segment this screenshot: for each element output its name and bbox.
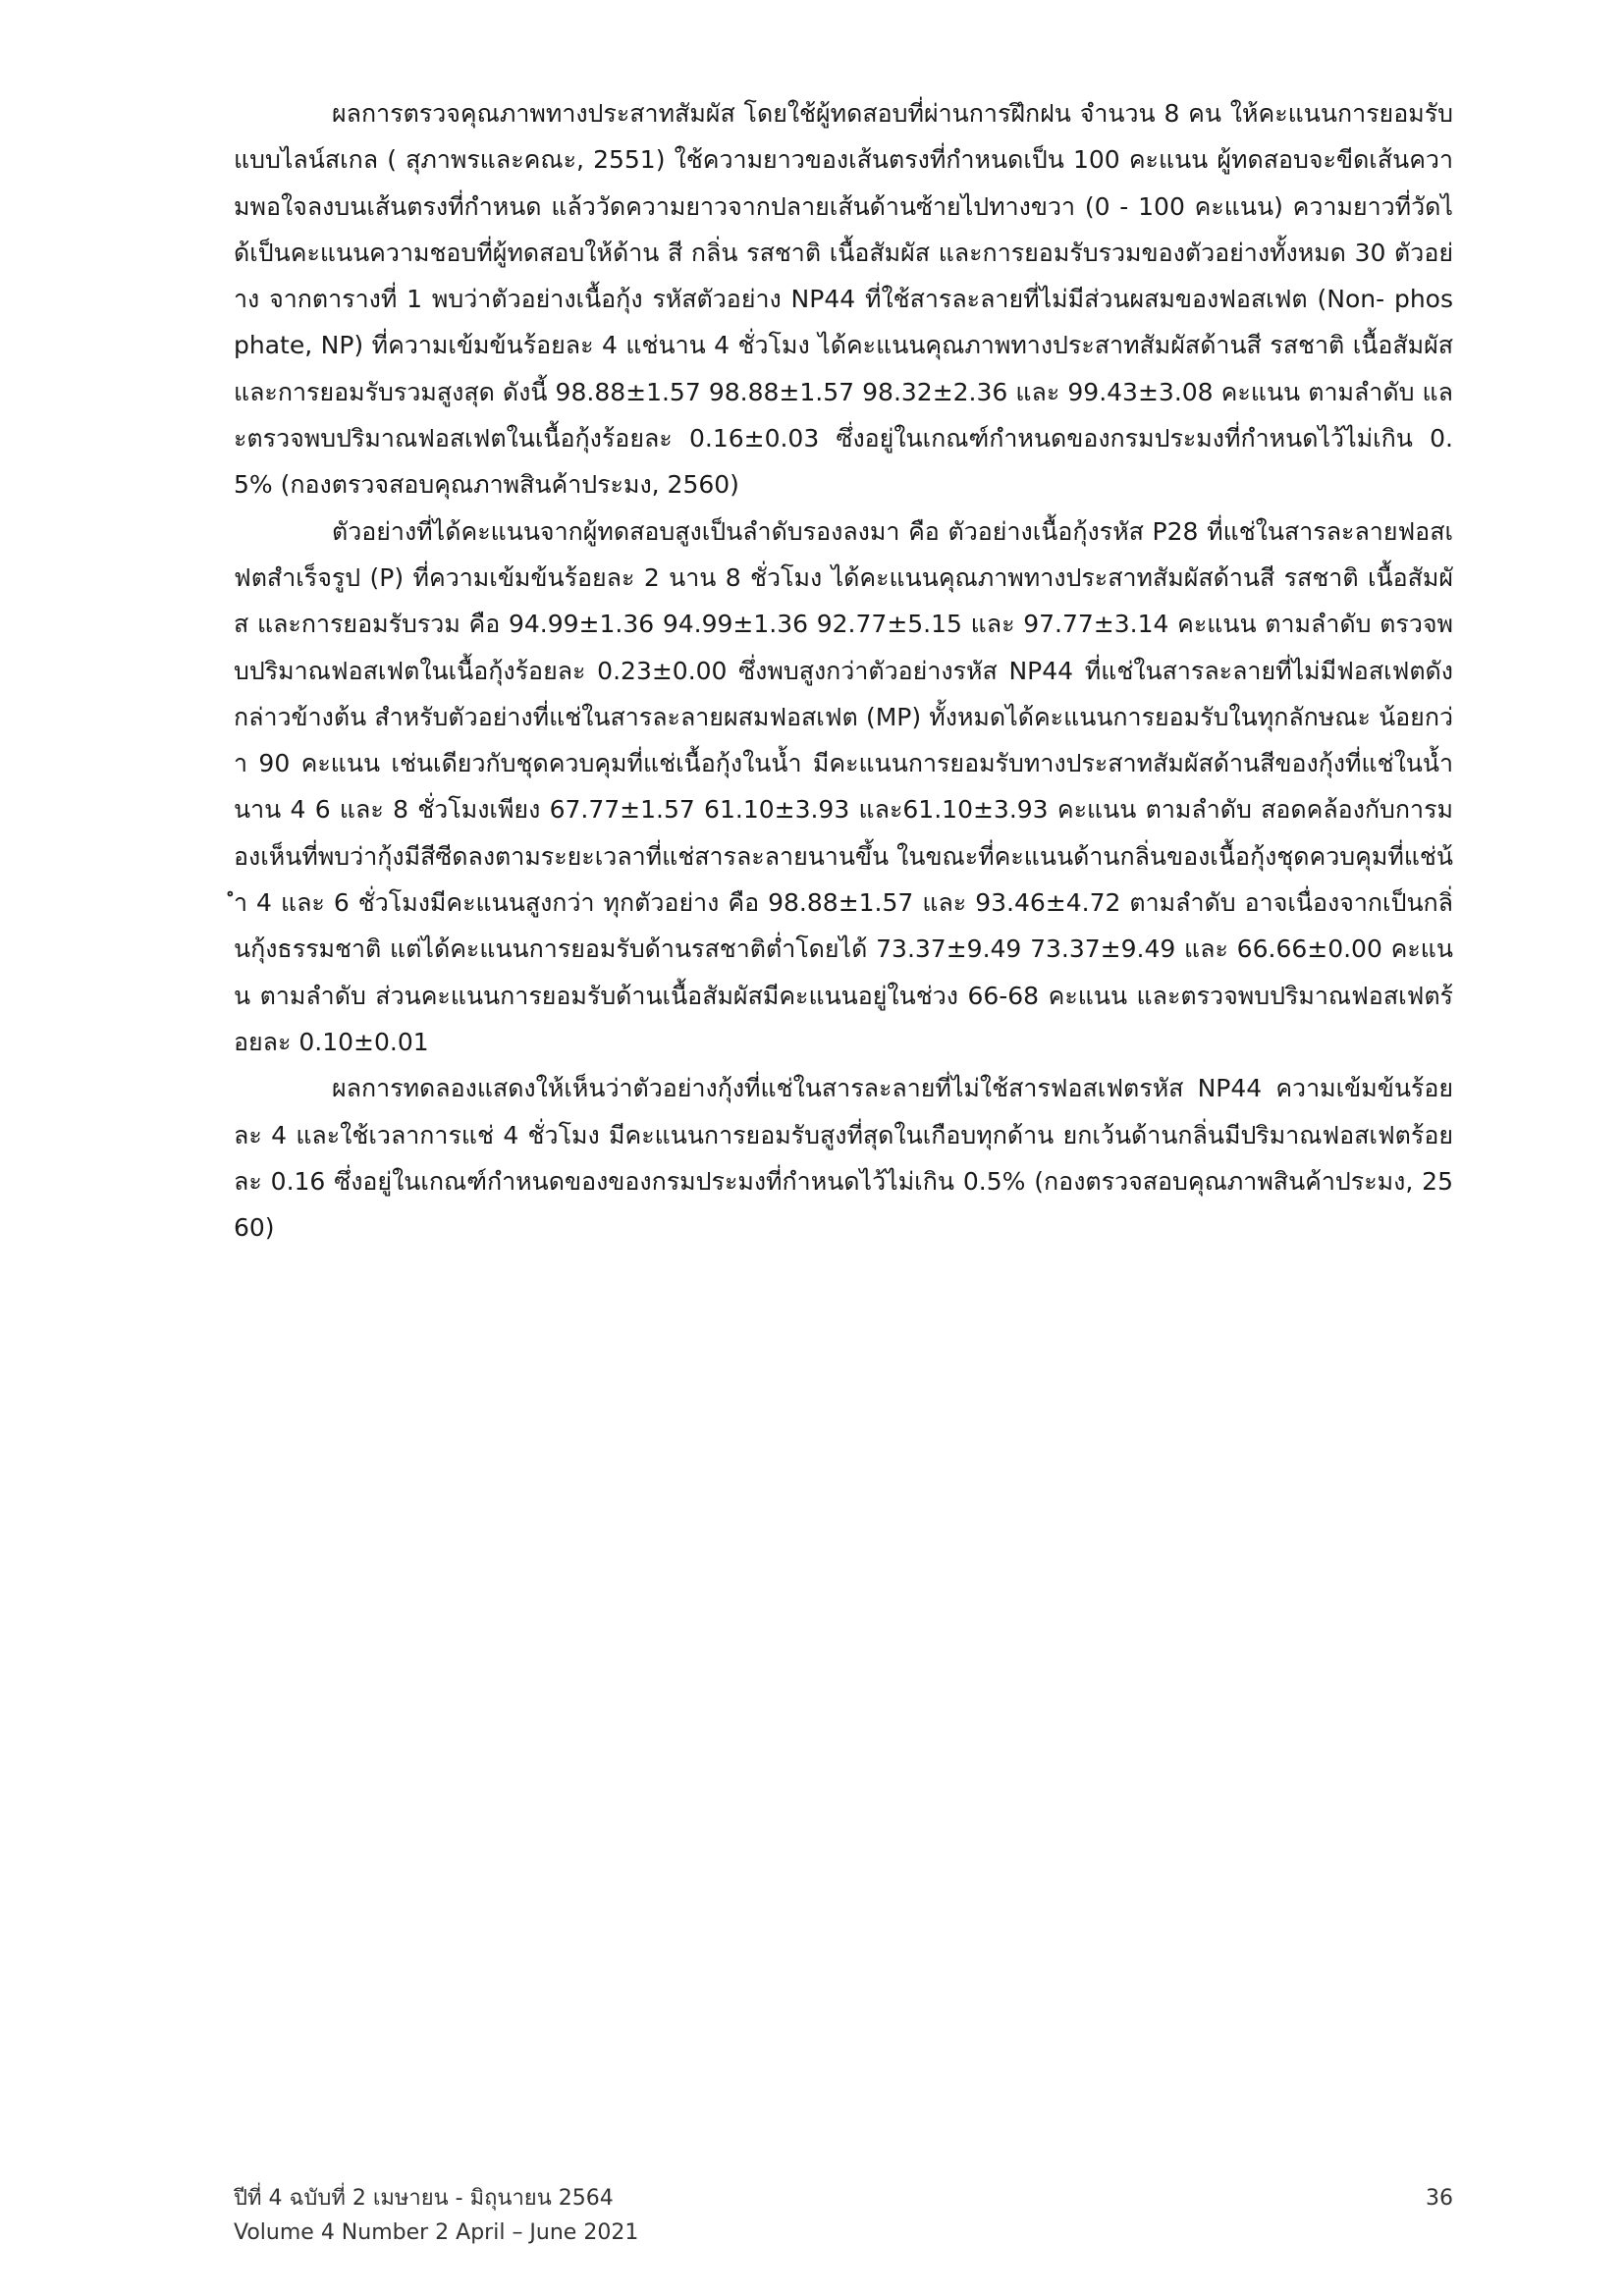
- document-body: [234, 90, 1453, 1251]
- journal-issue-footer: [234, 2181, 638, 2250]
- issue-thai-line: ปีที่ 4 ฉบับที่ 2 เมษายน - มิถุนายน 2564: [234, 2186, 614, 2211]
- paragraph-second-ranked-sample: ตัวอย่างที่ได้คะแนนจากผู้ทดสอบสูงเป็นลำดับรองลงมา คือ ตัวอย่างเนื้อกุ้งรหัส P28 ที่แช่ในสารละลายฟอสเฟตสำเร็จรูป (P) ที่ความเข้มข้นร้อยละ 2 นาน 8 ชั่วโมง ได้คะแนนคุณภาพทางประสาทสัมผัสด้านสี รสชาติ เนื้อสัมผัส และการยอมรับรวม คือ 94.99±1.36 94.99±1.36 92.77±5.15 และ 97.77±3.14 คะแนน ตามลำดับ ตรวจพบปริมาณฟอสเฟตในเนื้อกุ้งร้อยละ 0.23±0.00 ซึ่งพบสูงกว่าตัวอย่างรหัส NP44 ที่แช่ในสารละลายที่ไม่มีฟอสเฟตดังกล่าวข้างต้น สำหรับตัวอย่างที่แช่ในสารละลายผสมฟอสเฟต (MP) ทั้งหมดได้คะแนนการยอมรับในทุกลักษณะ น้อยกว่า 90 คะแนน เช่นเดียวกับชุดควบคุมที่แช่เนื้อกุ้งในน้ำ มีคะแนนการยอมรับทางประสาทสัมผัสด้านสีของกุ้งที่แช่ในน้ำนาน 4 6 และ 8 ชั่วโมงเพียง 67.77±1.57 61.10±3.93 และ61.10±3.93 คะแนน ตามลำดับ สอดคล้องกับการมองเห็นที่พบว่ากุ้งมีสีซีดลงตามระยะเวลาที่แช่สารละลายนานขึ้น ในขณะที่คะแนนด้านกลิ่นของเนื้อกุ้งชุดควบคุมที่แช่น้ำ 4 และ 6 ชั่วโมงมีคะแนนสูงกว่า ทุกตัวอย่าง คือ 98.88±1.57 และ 93.46±4.72 ตามลำดับ อาจเนื่องจากเป็นกลิ่นกุ้งธรรมชาติ แต่ได้คะแนนการยอมรับด้านรสชาติต่ำโดยได้ 73.37±9.49 73.37±9.49 และ 66.66±0.00 คะแนน ตามลำดับ ส่วนคะแนนการยอมรับด้านเนื้อสัมผัสมีคะแนนอยู่ในช่วง 66-68 คะแนน และตรวจพบปริมาณฟอสเฟตร้อยละ 0.10±0.01: [234, 516, 1453, 1056]
- paragraph-conclusion: ผลการทดลองแสดงให้เห็นว่าตัวอย่างกุ้งที่แช่ในสารละลายที่ไม่ใช้สารฟอสเฟตรหัส NP44 ความเข้มข้นร้อยละ 4 และใช้เวลาการแช่ 4 ชั่วโมง มีคะแนนการยอมรับสูงที่สุดในเกือบทุกด้าน ยกเว้นด้านกลิ่นมีปริมาณฟอสเฟตร้อยละ 0.16 ซึ่งอยู่ในเกณฑ์กำหนดของของกรมประมงที่กำหนดไว้ไม่เกิน 0.5% (กองตรวจสอบคุณภาพสินค้าประมง, 2560): [234, 1074, 1453, 1243]
- page-number: 36: [1426, 2186, 1453, 2211]
- paragraph-sensory-evaluation: ผลการตรวจคุณภาพทางประสาทสัมผัส โดยใช้ผู้ทดสอบที่ผ่านการฝึกฝน จำนวน 8 คน ให้คะแนนการยอมรับแบบไลน์สเกล ( สุภาพรและคณะ, 2551) ใช้ความยาวของเส้นตรงที่กำหนดเป็น 100 คะแนน ผู้ทดสอบจะขีดเส้นความพอใจลงบนเส้นตรงที่กำหนด แล้ววัดความยาวจากปลายเส้นด้านซ้ายไปทางขวา (0 - 100 คะแนน) ความยาวที่วัดได้เป็นคะแนนความชอบที่ผู้ทดสอบให้ด้าน สี กลิ่น รสชาติ เนื้อสัมผัส และการยอมรับรวมของตัวอย่างทั้งหมด 30 ตัวอย่าง จากตารางที่ 1 พบว่าตัวอย่างเนื้อกุ้ง รหัสตัวอย่าง NP44 ที่ใช้สารละลายที่ไม่มีส่วนผสมของฟอสเฟต (Non- phosphate, NP) ที่ความเข้มข้นร้อยละ 4 แช่นาน 4 ชั่วโมง ได้คะแนนคุณภาพทางประสาทสัมผัสด้านสี รสชาติ เนื้อสัมผัส และการยอมรับรวมสูงสุด ดังนี้ 98.88±1.57 98.88±1.57 98.32±2.36 และ 99.43±3.08 คะแนน ตามลำดับ และตรวจพบปริมาณฟอสเฟตในเนื้อกุ้งร้อยละ 0.16±0.03 ซึ่งอยู่ในเกณฑ์กำหนดของกรมประมงที่กำหนดไว้ไม่เกิน 0.5% (กองตรวจสอบคุณภาพสินค้าประมง, 2560): [234, 99, 1453, 500]
- issue-english-line: Volume 4 Number 2 April – June 2021: [234, 2220, 639, 2245]
